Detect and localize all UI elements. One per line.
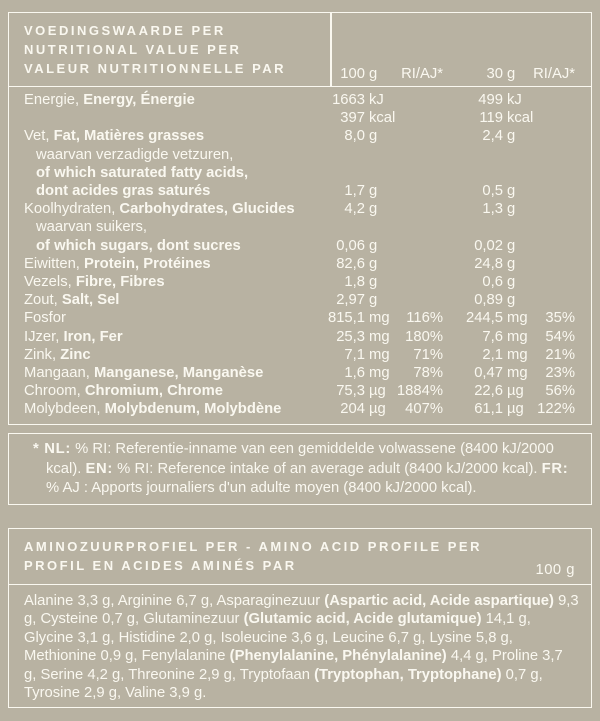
ri-per-100g — [387, 182, 443, 200]
value-per-100g — [291, 255, 387, 273]
ri-per-30g: 122% — [537, 401, 575, 418]
value-per-30g — [443, 164, 531, 182]
table-title-line-en: NUTRITIONAL VALUE PER — [24, 42, 242, 57]
row-label-translation: Energy, Énergie — [79, 92, 195, 108]
value-per-100g — [291, 91, 387, 109]
table-title-line-fr: VALEUR NUTRITIONNELLE PAR — [24, 61, 287, 76]
ri-per-30g: 23% — [545, 365, 575, 382]
value-per-100g — [291, 109, 396, 127]
table-row — [9, 255, 591, 273]
table-row — [9, 309, 591, 327]
column-header-30g — [443, 65, 531, 83]
amino-segment-7: (Tryptophan, Tryptophane) — [314, 666, 502, 683]
row-label — [24, 164, 291, 182]
nutrition-table-body — [9, 87, 591, 419]
column-header-spacer — [24, 65, 291, 83]
value-per-30g — [443, 127, 531, 145]
row-label-nl: Energie, — [24, 92, 80, 108]
amino-segment-6: 4,4 g, Proline 3,7 g, Serine 4,2 g, Threonine 2,9 g, Tryptofaan — [24, 648, 563, 683]
value-per-100g-unit: g — [369, 274, 378, 291]
table-row — [9, 200, 591, 218]
value-per-30g — [443, 109, 534, 127]
ri-per-100g — [387, 273, 443, 291]
value-per-30g-number: 1,3 — [482, 201, 503, 218]
row-label-nl: Koolhydraten, — [24, 201, 116, 218]
row-label-nl: Fosfor — [24, 310, 66, 327]
nutrition-table-header — [9, 13, 591, 87]
column-header-30g-number: 30 — [486, 65, 503, 82]
ri-per-30g: 21% — [545, 346, 575, 363]
table-row — [9, 346, 591, 364]
ri-per-100g — [387, 91, 443, 109]
row-label — [24, 237, 291, 255]
row-label-translation: Carbohydrates, Glucides — [115, 201, 295, 218]
value-per-30g-number: 22,6 — [474, 383, 503, 400]
table-row — [9, 109, 591, 127]
row-label-translation: Salt, Sel — [57, 292, 120, 309]
value-per-100g-unit: mg — [369, 346, 390, 363]
value-per-30g — [443, 346, 531, 364]
value-per-100g-unit: g — [369, 237, 378, 254]
row-label-translation: Protein, Protéines — [79, 255, 211, 272]
table-title-line-nl: VOEDINGSWAARDE PER — [24, 23, 226, 38]
column-header-riaj-2: RI/AJ* — [533, 65, 575, 82]
column-header-riaj-1: RI/AJ* — [401, 65, 443, 82]
value-per-30g-number: 0,5 — [482, 183, 503, 200]
row-label-translation: of which saturated fatty acids, — [36, 164, 249, 181]
value-per-100g-number: 1,7 — [344, 183, 365, 200]
value-per-100g-unit: mg — [369, 365, 390, 382]
value-per-100g — [291, 364, 390, 382]
amino-title — [24, 537, 575, 575]
value-per-30g-number: 499 — [478, 92, 503, 108]
value-per-30g-unit: g — [507, 183, 516, 200]
value-per-100g-unit: g — [369, 292, 378, 309]
ri-per-100g — [387, 291, 443, 309]
ri-per-30g — [531, 91, 575, 109]
row-label — [24, 91, 291, 109]
table-row — [9, 382, 591, 400]
value-per-100g-unit: g — [369, 128, 378, 145]
row-label-translation: Zinc — [56, 346, 91, 363]
row-label — [24, 200, 295, 218]
value-per-100g-number: 7,1 — [344, 346, 365, 363]
value-per-30g — [443, 400, 531, 418]
value-per-30g — [443, 291, 531, 309]
value-per-100g-unit: kJ — [369, 92, 384, 108]
amino-segment-1: (Aspartic acid, Acide aspartique) — [324, 592, 554, 609]
amino-segment-0: Alanine 3,3 g, Arginine 6,7 g, Asparaginezuur — [24, 592, 325, 609]
ri-per-30g — [531, 291, 575, 309]
table-row — [9, 291, 591, 309]
ri-per-100g: 407% — [405, 401, 443, 418]
row-label — [24, 346, 291, 364]
value-per-30g-unit: g — [507, 274, 516, 291]
ri-per-30g — [531, 218, 575, 236]
column-header-30g-unit: g — [507, 65, 516, 82]
value-per-100g — [291, 400, 387, 418]
amino-title-line-1: AMINOZUURPROFIEL PER - AMINO ACID PROFILE PER — [24, 539, 482, 554]
value-per-30g-unit: µg — [507, 401, 524, 418]
value-per-30g — [443, 309, 531, 327]
value-per-30g-unit: g — [507, 255, 516, 272]
value-per-30g-number: 0,89 — [474, 292, 503, 309]
value-per-30g — [443, 146, 531, 164]
row-label — [24, 309, 291, 327]
value-per-30g-unit: µg — [507, 383, 524, 400]
table-row — [9, 328, 591, 346]
value-per-100g-unit: g — [369, 255, 378, 272]
ri-per-100g — [387, 146, 443, 164]
table-row — [9, 400, 591, 418]
value-per-100g — [291, 146, 387, 164]
ri-per-30g — [531, 164, 575, 182]
row-label-nl: Eiwitten, — [24, 255, 80, 272]
value-per-30g-unit: g — [507, 201, 516, 218]
value-per-100g-number: 4,2 — [344, 201, 365, 218]
row-label — [24, 400, 291, 418]
row-label-translation: Fibre, Fibres — [71, 274, 165, 291]
value-per-100g — [291, 182, 387, 200]
value-per-30g — [443, 328, 531, 346]
value-per-100g-number: 82,6 — [336, 255, 365, 272]
value-per-100g-number: 75,3 — [336, 383, 365, 400]
row-label-nl: Zink, — [24, 346, 57, 363]
footnote-segment-3: % RI: Reference intake of an average adult (8400 kJ/2000 kcal). — [113, 460, 542, 477]
value-per-30g-number: 119 — [479, 110, 503, 127]
amino-text — [9, 585, 591, 704]
value-per-30g-unit: mg — [507, 346, 528, 363]
amino-acid-profile-section — [8, 528, 592, 708]
row-label — [24, 109, 291, 127]
row-label-nl: IJzer, — [24, 328, 60, 345]
ri-per-100g — [387, 237, 443, 255]
ri-per-30g: 54% — [545, 328, 575, 345]
value-per-30g — [443, 382, 531, 400]
ri-per-30g: 56% — [545, 383, 575, 400]
value-per-100g — [291, 309, 390, 327]
value-per-30g-unit: mg — [507, 310, 528, 327]
value-per-30g-number: 61,1 — [474, 401, 503, 418]
value-per-100g — [291, 328, 390, 346]
column-header-100g-number: 100 — [340, 65, 365, 82]
ri-per-100g: 71% — [413, 346, 443, 363]
ri-per-100g — [387, 200, 443, 218]
amino-segment-3: (Glutamic acid, Acide glutamique) — [243, 611, 482, 628]
value-per-30g-number: 24,8 — [474, 255, 503, 272]
row-label-nl: waarvan suikers, — [36, 219, 148, 236]
row-label — [24, 255, 291, 273]
value-per-100g — [291, 291, 387, 309]
amino-header — [9, 529, 591, 585]
row-label — [24, 328, 291, 346]
ri-per-100g — [387, 164, 443, 182]
amino-segment-4: 14,1 g, Glycine 3,1 g, Histidine 2,0 g, Isoleucine 3,6 g, Leucine 6,7 g, Lysine 5,8 g, Methionine 0,9 g, Fenylalanine — [24, 611, 531, 665]
value-per-30g — [443, 200, 531, 218]
value-per-100g — [291, 382, 387, 400]
row-label-nl: Zout, — [24, 292, 58, 309]
ri-per-100g: 180% — [405, 328, 443, 345]
footnote-segment-2: EN: — [85, 460, 114, 477]
value-per-30g-unit: g — [507, 237, 516, 254]
value-per-30g — [443, 218, 531, 236]
row-label — [24, 182, 291, 200]
value-per-30g — [443, 237, 531, 255]
value-per-30g-number: 244,5 — [465, 310, 503, 327]
table-row — [9, 91, 591, 109]
value-per-30g-number: 0,47 — [474, 365, 503, 382]
value-per-100g — [291, 346, 390, 364]
table-row — [9, 273, 591, 291]
row-label — [24, 127, 291, 145]
table-row — [9, 237, 591, 255]
row-label-translation: Chromium, Chrome — [80, 383, 223, 400]
ri-per-100g — [387, 255, 443, 273]
value-per-100g-unit: µg — [369, 383, 386, 400]
row-label — [24, 382, 291, 400]
footnote-segment-5: % AJ : Apports journaliers d'un adulte moyen (8400 kJ/2000 kcal). — [46, 480, 477, 497]
value-per-100g-number: 204 — [340, 401, 365, 418]
value-per-30g-unit: g — [507, 128, 516, 145]
value-per-30g — [443, 364, 531, 382]
value-per-100g-number: 1,6 — [344, 365, 365, 382]
value-per-100g — [291, 127, 387, 145]
ri-per-100g — [387, 127, 443, 145]
value-per-30g-unit: mg — [507, 328, 528, 345]
row-label-translation: dont acides gras saturés — [36, 183, 211, 200]
footnote-segment-1: % RI: Referentie-inname van een gemiddelde volwassene (8400 kJ/2000 kcal). — [46, 441, 554, 477]
value-per-100g — [291, 218, 387, 236]
value-per-30g-unit: g — [507, 292, 516, 309]
row-label — [24, 291, 291, 309]
amino-amount: 100 g — [535, 561, 575, 578]
row-label-nl: waarvan verzadigde vetzuren, — [36, 146, 234, 163]
row-label-nl: Vezels, — [24, 274, 72, 291]
ri-per-30g — [531, 200, 575, 218]
ri-per-30g — [531, 273, 575, 291]
value-per-30g — [443, 91, 531, 109]
ri-per-100g — [387, 109, 443, 127]
value-per-100g-unit: kcal — [369, 110, 396, 127]
row-label — [24, 218, 291, 236]
value-per-100g-number: 25,3 — [336, 328, 365, 345]
value-per-100g-unit: mg — [369, 310, 390, 327]
value-per-30g-number: 0,02 — [474, 237, 503, 254]
value-per-30g — [443, 255, 531, 273]
row-label-nl: Mangaan, — [24, 365, 90, 382]
value-per-30g-unit: mg — [507, 365, 528, 382]
value-per-30g-unit: kJ — [507, 92, 522, 108]
amino-segment-2: 9,3 g, Cysteine 0,7 g, Glutaminezuur — [24, 592, 579, 628]
row-label-translation: Iron, Fer — [59, 328, 123, 345]
value-per-100g-number: 8,0 — [344, 128, 365, 145]
row-label-translation: Fat, Matières grasses — [49, 128, 205, 145]
column-header-100g-unit: g — [369, 65, 378, 82]
ri-per-30g — [531, 146, 575, 164]
value-per-100g-number: 1663 — [332, 92, 365, 108]
value-per-30g-number: 2,4 — [482, 128, 503, 145]
ri-per-30g: 35% — [545, 310, 575, 327]
value-per-100g-number: 1,8 — [344, 274, 365, 291]
value-per-30g-number: 2,1 — [482, 346, 503, 363]
row-label-nl: Chroom, — [24, 383, 81, 400]
footnote-segment-0: * NL: — [33, 441, 72, 457]
value-per-100g-unit: g — [369, 201, 378, 218]
ri-per-100g: 116% — [406, 310, 443, 327]
ri-per-100g — [387, 218, 443, 236]
value-per-100g-number: 0,06 — [336, 237, 365, 254]
ri-per-30g — [531, 109, 575, 127]
ri-per-30g — [531, 127, 575, 145]
value-per-30g-unit: kcal — [507, 110, 534, 127]
footnote-segment-4: FR: — [541, 460, 569, 477]
amino-title-line-2: PROFIL EN ACIDES AMINÉS PAR — [24, 558, 297, 573]
value-per-100g-unit: µg — [369, 401, 386, 418]
value-per-100g-number: 815,1 — [327, 310, 365, 327]
nutrition-table-section — [8, 12, 592, 425]
amino-segment-5: (Phenylalanine, Phénylalanine) — [229, 648, 447, 665]
value-per-100g-number: 2,97 — [336, 292, 365, 309]
table-row — [9, 182, 591, 200]
table-row — [9, 127, 591, 145]
value-per-30g — [443, 182, 531, 200]
row-label — [24, 273, 291, 291]
row-label — [24, 364, 291, 382]
row-label-translation: of which sugars, dont sucres — [36, 237, 241, 254]
value-per-30g — [443, 273, 531, 291]
row-label-translation: Molybdenum, Molybdène — [100, 401, 282, 418]
value-per-100g-number: 397 — [340, 110, 365, 127]
row-label-nl: Vet, — [24, 128, 50, 145]
value-per-100g — [291, 273, 387, 291]
value-per-100g-unit: g — [369, 183, 378, 200]
value-per-100g — [291, 200, 387, 218]
ri-per-100g: 1884% — [396, 383, 443, 400]
column-header-row — [9, 65, 591, 83]
table-row — [9, 164, 591, 182]
value-per-100g — [291, 164, 387, 182]
row-label-translation: Manganese, Manganèse — [89, 365, 264, 382]
table-row — [9, 218, 591, 236]
ri-per-30g — [531, 182, 575, 200]
table-row — [9, 146, 591, 164]
ri-per-30g — [531, 237, 575, 255]
reference-intake-footnote-section — [8, 433, 592, 505]
row-label-nl: Molybdeen, — [24, 401, 101, 418]
value-per-100g-unit: mg — [369, 328, 390, 345]
footnote-text — [9, 434, 591, 499]
value-per-100g — [291, 237, 387, 255]
ri-per-30g — [531, 255, 575, 273]
ri-per-100g: 78% — [413, 365, 443, 382]
column-header-100g — [291, 65, 387, 83]
amino-segment-8: 0,7 g, Tyrosine 2,9 g, Valine 3,9 g. — [24, 666, 543, 702]
value-per-30g-number: 7,6 — [482, 328, 503, 345]
value-per-30g-number: 0,6 — [482, 274, 503, 291]
row-label — [24, 146, 291, 164]
table-row — [9, 364, 591, 382]
